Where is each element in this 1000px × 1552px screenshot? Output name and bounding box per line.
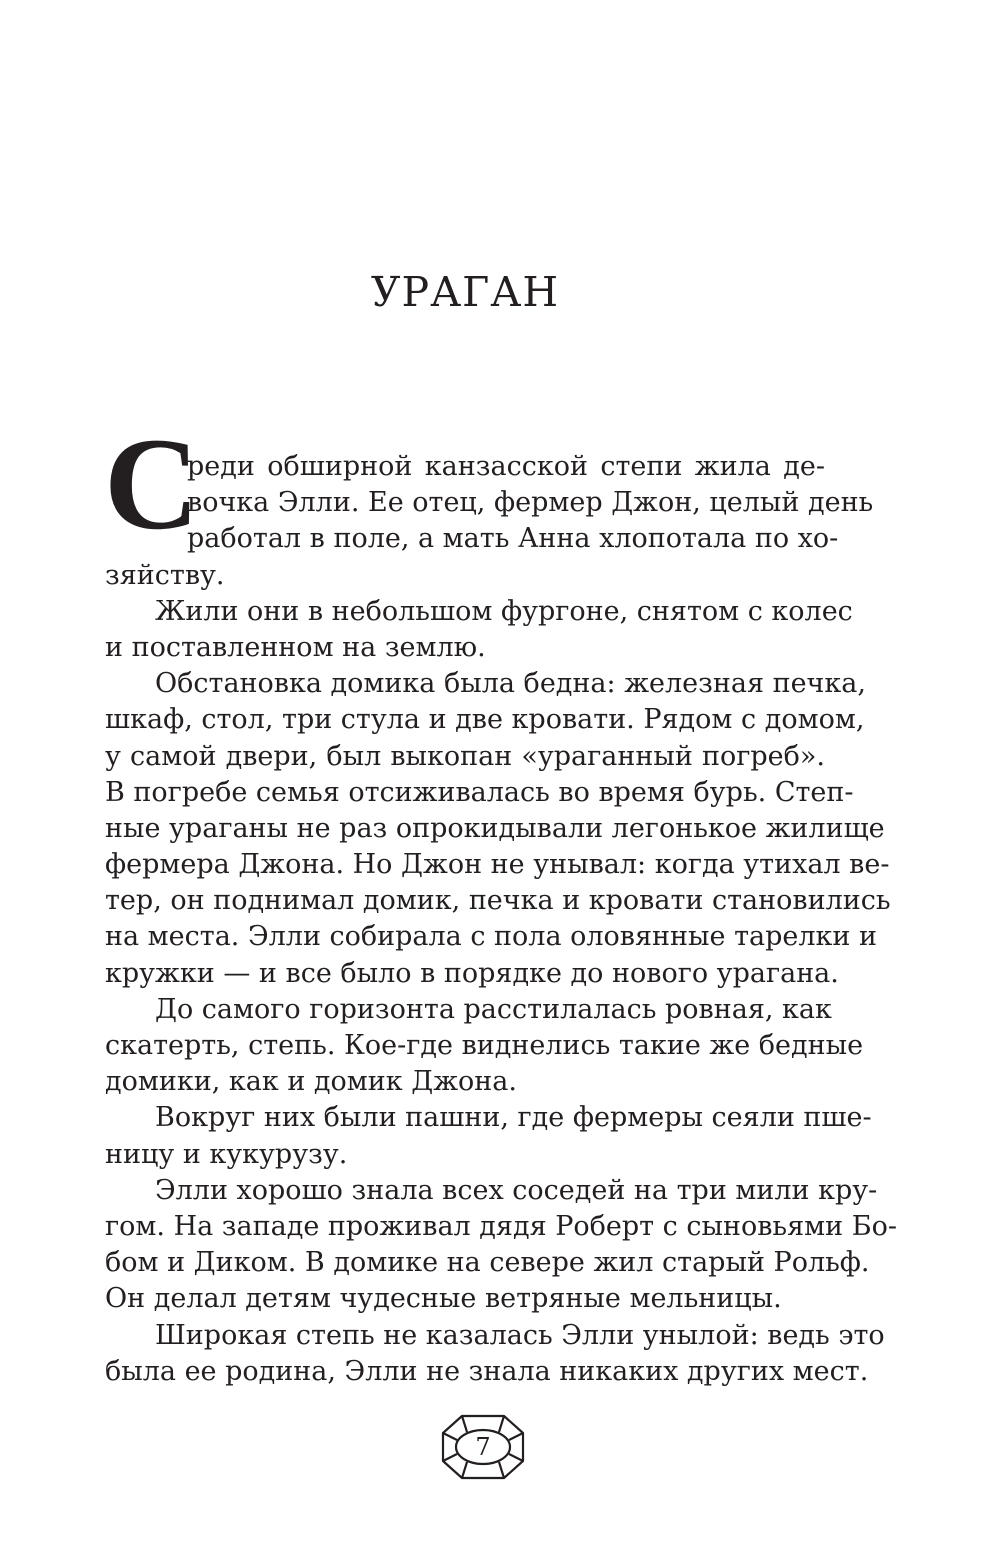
text-line: на места. Элли собирала с пола оловянные тарелки и xyxy=(105,921,877,953)
page-number-ornament xyxy=(440,1413,526,1481)
text-line: у самой двери, был выкопан «ураганный погреб». xyxy=(105,740,825,772)
text-line: ницу и кукурузу. xyxy=(105,1138,348,1170)
text-line: Он делал детям чудесные ветряные мельницы. xyxy=(105,1283,782,1315)
text-line: была ее родина, Элли не знала никаких других мест. xyxy=(105,1355,869,1387)
text-line: Жили они в небольшом фургоне, снятом с колес xyxy=(155,595,853,627)
page-number: 7 xyxy=(475,1433,491,1461)
text-line: В погребе семья отсиживалась во время бурь. Степ- xyxy=(105,776,854,808)
text-line: ные ураганы не раз опрокидывали легонькое жилище xyxy=(105,812,885,844)
text-line: кружки — и все было в порядке до нового урагана. xyxy=(105,957,839,989)
text-line: домики, как и домик Джона. xyxy=(105,1066,517,1098)
body-text xyxy=(105,449,897,1390)
drop-cap: С xyxy=(104,410,200,557)
chapter-title: УРАГАН xyxy=(370,268,560,316)
text-line: бом и Диком. В домике на севере жил старый Рольф. xyxy=(105,1247,870,1279)
text-line: Вокруг них были пашни, где фермеры сеяли пше- xyxy=(155,1102,872,1134)
text-line: Элли хорошо знала всех соседей на три мили кру- xyxy=(155,1174,878,1206)
text-line: вочка Элли. Ее отец, фермер Джон, целый день xyxy=(187,487,874,519)
text-line: работал в поле, а мать Анна хлопотала по хо- xyxy=(187,523,839,555)
text-line: До самого горизонта расстилалась ровная, как xyxy=(155,993,832,1025)
text-line: шкаф, стол, три стула и две кровати. Рядом с домом, xyxy=(105,704,865,736)
text-line: реди обширной канзасской степи жила де- xyxy=(187,451,825,482)
text-line: тер, он поднимал домик, печка и кровати становились xyxy=(105,885,891,917)
text-line: гом. На западе проживал дядя Роберт с сыновьями Бо- xyxy=(105,1210,897,1242)
text-line: Обстановка домика была бедна: железная печка, xyxy=(155,668,866,700)
text-line: скатерть, степь. Кое-где виднелись такие же бедные xyxy=(105,1030,864,1061)
text-line: зяйству. xyxy=(105,559,225,591)
text-line: Широкая степь не казалась Элли унылой: ведь это xyxy=(155,1319,885,1351)
text-line: и поставленном на землю. xyxy=(105,631,486,663)
text-line: фермера Джона. Но Джон не унывал: когда утихал ве- xyxy=(105,849,890,881)
